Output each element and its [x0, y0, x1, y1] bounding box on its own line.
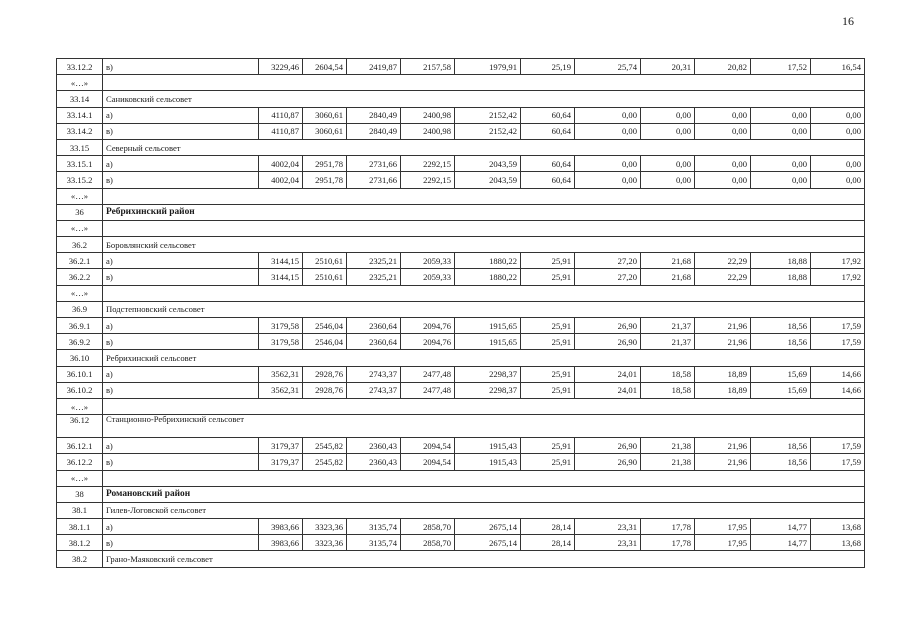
- row-code: 38.1.1: [57, 519, 103, 535]
- value-cell: 2951,78: [303, 172, 347, 188]
- settlement-name: Северный сельсовет: [103, 139, 865, 155]
- value-cell: 2545,82: [303, 438, 347, 454]
- row-code: 38.1: [57, 502, 103, 518]
- table-row: [57, 253, 865, 269]
- row-label: в): [103, 334, 259, 350]
- value-cell: 1915,65: [455, 318, 521, 334]
- value-cell: 3983,66: [259, 519, 303, 535]
- value-cell: 0,00: [641, 107, 695, 123]
- row-code: 36.9: [57, 301, 103, 317]
- row-code: «…»: [57, 470, 103, 486]
- value-cell: 2360,43: [347, 454, 401, 470]
- value-cell: 60,64: [521, 156, 575, 172]
- settlement-row: [57, 237, 865, 253]
- value-cell: 2546,04: [303, 334, 347, 350]
- table-row: [57, 454, 865, 470]
- value-cell: 21,68: [641, 253, 695, 269]
- value-cell: 3135,74: [347, 535, 401, 551]
- value-cell: 3179,37: [259, 454, 303, 470]
- empty-cell: [103, 188, 865, 204]
- row-label: в): [103, 269, 259, 285]
- value-cell: 2298,37: [455, 382, 521, 398]
- value-cell: 14,77: [751, 535, 811, 551]
- value-cell: 14,77: [751, 519, 811, 535]
- row-code: 36: [57, 204, 103, 220]
- value-cell: 3144,15: [259, 269, 303, 285]
- table-row: [57, 59, 865, 75]
- value-cell: 26,90: [575, 334, 641, 350]
- value-cell: 18,58: [641, 366, 695, 382]
- value-cell: 2292,15: [401, 172, 455, 188]
- settlement-name: Гилев-Логовской сельсовет: [103, 502, 865, 518]
- value-cell: 0,00: [695, 172, 751, 188]
- value-cell: 2059,33: [401, 269, 455, 285]
- settlement-row: [57, 350, 865, 366]
- value-cell: 20,82: [695, 59, 751, 75]
- value-cell: 25,91: [521, 454, 575, 470]
- value-cell: 16,54: [811, 59, 865, 75]
- value-cell: 2840,49: [347, 123, 401, 139]
- row-code: 33.15.1: [57, 156, 103, 172]
- value-cell: 27,20: [575, 269, 641, 285]
- district-name: Романовский район: [103, 486, 865, 502]
- settlement-row: [57, 91, 865, 107]
- value-cell: 3562,31: [259, 366, 303, 382]
- value-cell: 18,88: [751, 253, 811, 269]
- value-cell: 0,00: [575, 156, 641, 172]
- value-cell: 2510,61: [303, 269, 347, 285]
- value-cell: 25,74: [575, 59, 641, 75]
- district-name: Ребрихинский район: [103, 204, 865, 220]
- value-cell: 26,90: [575, 438, 641, 454]
- value-cell: 3179,37: [259, 438, 303, 454]
- value-cell: 27,20: [575, 253, 641, 269]
- value-cell: 2675,14: [455, 535, 521, 551]
- row-code: 36.12.2: [57, 454, 103, 470]
- value-cell: 25,91: [521, 253, 575, 269]
- settlement-row: [57, 502, 865, 518]
- value-cell: 60,64: [521, 123, 575, 139]
- value-cell: 25,91: [521, 334, 575, 350]
- row-label: в): [103, 123, 259, 139]
- value-cell: 17,95: [695, 535, 751, 551]
- settlement-name: Боровлянский сельсовет: [103, 237, 865, 253]
- value-cell: 3060,61: [303, 123, 347, 139]
- row-code: 36.12.1: [57, 438, 103, 454]
- row-code: 36.10.2: [57, 382, 103, 398]
- row-label: а): [103, 318, 259, 334]
- value-cell: 25,91: [521, 438, 575, 454]
- value-cell: 17,59: [811, 438, 865, 454]
- table-row: [57, 107, 865, 123]
- settlement-row: [57, 301, 865, 317]
- settlement-name: Саниковский сельсовет: [103, 91, 865, 107]
- row-code: 36.2: [57, 237, 103, 253]
- value-cell: 2360,43: [347, 438, 401, 454]
- row-code: «…»: [57, 220, 103, 236]
- settlement-row: [57, 139, 865, 155]
- value-cell: 4110,87: [259, 123, 303, 139]
- ellipsis-row: [57, 220, 865, 236]
- value-cell: 3135,74: [347, 519, 401, 535]
- row-code: 33.14.2: [57, 123, 103, 139]
- value-cell: 2928,76: [303, 366, 347, 382]
- value-cell: 1880,22: [455, 253, 521, 269]
- value-cell: 15,69: [751, 382, 811, 398]
- value-cell: 17,92: [811, 253, 865, 269]
- value-cell: 2360,64: [347, 334, 401, 350]
- value-cell: 2059,33: [401, 253, 455, 269]
- empty-cell: [103, 285, 865, 301]
- value-cell: 26,90: [575, 318, 641, 334]
- row-code: «…»: [57, 285, 103, 301]
- value-cell: 1915,43: [455, 454, 521, 470]
- settlement-name: Грано-Маяковский сельсовет: [103, 551, 865, 567]
- value-cell: 3983,66: [259, 535, 303, 551]
- value-cell: 21,96: [695, 318, 751, 334]
- value-cell: 2152,42: [455, 123, 521, 139]
- value-cell: 21,37: [641, 318, 695, 334]
- value-cell: 2094,54: [401, 454, 455, 470]
- value-cell: 2928,76: [303, 382, 347, 398]
- value-cell: 2546,04: [303, 318, 347, 334]
- value-cell: 18,88: [751, 269, 811, 285]
- value-cell: 2743,37: [347, 366, 401, 382]
- row-label: в): [103, 535, 259, 551]
- value-cell: 60,64: [521, 172, 575, 188]
- table-row: [57, 382, 865, 398]
- row-code: 33.14.1: [57, 107, 103, 123]
- value-cell: 23,31: [575, 519, 641, 535]
- settlement-name: Подстепновский сельсовет: [103, 301, 865, 317]
- value-cell: 13,68: [811, 535, 865, 551]
- value-cell: 25,91: [521, 382, 575, 398]
- value-cell: 2360,64: [347, 318, 401, 334]
- value-cell: 17,59: [811, 454, 865, 470]
- value-cell: 3323,36: [303, 519, 347, 535]
- table-row: [57, 519, 865, 535]
- value-cell: 0,00: [811, 123, 865, 139]
- row-code: «…»: [57, 398, 103, 414]
- value-cell: 20,31: [641, 59, 695, 75]
- value-cell: 3144,15: [259, 253, 303, 269]
- value-cell: 28,14: [521, 535, 575, 551]
- row-label: а): [103, 519, 259, 535]
- value-cell: 4002,04: [259, 156, 303, 172]
- value-cell: 2951,78: [303, 156, 347, 172]
- value-cell: 2094,54: [401, 438, 455, 454]
- value-cell: 2858,70: [401, 519, 455, 535]
- value-cell: 0,00: [695, 156, 751, 172]
- value-cell: 3562,31: [259, 382, 303, 398]
- value-cell: 1915,43: [455, 438, 521, 454]
- row-label: в): [103, 454, 259, 470]
- table-row: [57, 535, 865, 551]
- value-cell: 2298,37: [455, 366, 521, 382]
- value-cell: 2419,87: [347, 59, 401, 75]
- settlement-row: [57, 551, 865, 567]
- value-cell: 21,38: [641, 438, 695, 454]
- value-cell: 17,78: [641, 535, 695, 551]
- value-cell: 2094,76: [401, 318, 455, 334]
- row-code: 33.15.2: [57, 172, 103, 188]
- value-cell: 25,19: [521, 59, 575, 75]
- row-code: 38.2: [57, 551, 103, 567]
- value-cell: 18,56: [751, 334, 811, 350]
- value-cell: 3060,61: [303, 107, 347, 123]
- value-cell: 0,00: [641, 172, 695, 188]
- value-cell: 21,96: [695, 454, 751, 470]
- page-number: 16: [842, 14, 854, 28]
- value-cell: 28,14: [521, 519, 575, 535]
- value-cell: 0,00: [751, 156, 811, 172]
- value-cell: 23,31: [575, 535, 641, 551]
- row-code: 36.9.2: [57, 334, 103, 350]
- value-cell: 18,56: [751, 318, 811, 334]
- empty-cell: [103, 220, 865, 236]
- value-cell: 17,78: [641, 519, 695, 535]
- value-cell: 21,38: [641, 454, 695, 470]
- row-code: 36.10.1: [57, 366, 103, 382]
- row-code: 38.1.2: [57, 535, 103, 551]
- ellipsis-row: [57, 398, 865, 414]
- row-code: 36.2.2: [57, 269, 103, 285]
- value-cell: 2743,37: [347, 382, 401, 398]
- row-code: 36.2.1: [57, 253, 103, 269]
- row-label: а): [103, 366, 259, 382]
- row-code: «…»: [57, 75, 103, 91]
- value-cell: 3179,58: [259, 334, 303, 350]
- value-cell: 0,00: [575, 123, 641, 139]
- value-cell: 3229,46: [259, 59, 303, 75]
- row-label: а): [103, 253, 259, 269]
- table-row: [57, 334, 865, 350]
- value-cell: 2043,59: [455, 172, 521, 188]
- row-code: 36.10: [57, 350, 103, 366]
- value-cell: 2545,82: [303, 454, 347, 470]
- value-cell: 0,00: [811, 172, 865, 188]
- ellipsis-row: [57, 75, 865, 91]
- value-cell: 3179,58: [259, 318, 303, 334]
- value-cell: 2675,14: [455, 519, 521, 535]
- table-row: [57, 172, 865, 188]
- value-cell: 0,00: [811, 156, 865, 172]
- row-label: а): [103, 107, 259, 123]
- tariff-table: [56, 58, 865, 568]
- value-cell: 21,96: [695, 334, 751, 350]
- value-cell: 22,29: [695, 253, 751, 269]
- value-cell: 0,00: [751, 123, 811, 139]
- value-cell: 25,91: [521, 366, 575, 382]
- value-cell: 21,96: [695, 438, 751, 454]
- value-cell: 2094,76: [401, 334, 455, 350]
- row-label: в): [103, 172, 259, 188]
- value-cell: 25,91: [521, 269, 575, 285]
- table-row: [57, 366, 865, 382]
- empty-cell: [103, 75, 865, 91]
- table-row: [57, 438, 865, 454]
- value-cell: 25,91: [521, 318, 575, 334]
- value-cell: 2325,21: [347, 253, 401, 269]
- row-label: в): [103, 382, 259, 398]
- value-cell: 0,00: [641, 123, 695, 139]
- value-cell: 17,59: [811, 318, 865, 334]
- district-row: [57, 204, 865, 220]
- value-cell: 18,89: [695, 382, 751, 398]
- value-cell: 2400,98: [401, 107, 455, 123]
- value-cell: 0,00: [575, 107, 641, 123]
- value-cell: 2604,54: [303, 59, 347, 75]
- value-cell: 14,66: [811, 366, 865, 382]
- settlement-row: [57, 415, 865, 438]
- value-cell: 22,29: [695, 269, 751, 285]
- value-cell: 2400,98: [401, 123, 455, 139]
- row-code: 36.12: [57, 415, 103, 438]
- table-row: [57, 123, 865, 139]
- value-cell: 18,89: [695, 366, 751, 382]
- value-cell: 21,68: [641, 269, 695, 285]
- value-cell: 0,00: [695, 123, 751, 139]
- table-row: [57, 156, 865, 172]
- value-cell: 26,90: [575, 454, 641, 470]
- row-code: 33.12.2: [57, 59, 103, 75]
- settlement-name: Станционно-Ребрихинский сельсовет: [103, 415, 865, 438]
- settlement-name: Ребрихинский сельсовет: [103, 350, 865, 366]
- value-cell: 0,00: [751, 107, 811, 123]
- row-label: а): [103, 438, 259, 454]
- value-cell: 2477,48: [401, 366, 455, 382]
- value-cell: 1915,65: [455, 334, 521, 350]
- value-cell: 2477,48: [401, 382, 455, 398]
- value-cell: 4110,87: [259, 107, 303, 123]
- value-cell: 17,92: [811, 269, 865, 285]
- value-cell: 24,01: [575, 366, 641, 382]
- empty-cell: [103, 470, 865, 486]
- value-cell: 2152,42: [455, 107, 521, 123]
- value-cell: 17,95: [695, 519, 751, 535]
- value-cell: 2325,21: [347, 269, 401, 285]
- value-cell: 0,00: [641, 156, 695, 172]
- value-cell: 13,68: [811, 519, 865, 535]
- value-cell: 0,00: [811, 107, 865, 123]
- value-cell: 2731,66: [347, 156, 401, 172]
- value-cell: 1880,22: [455, 269, 521, 285]
- value-cell: 0,00: [695, 107, 751, 123]
- row-code: 36.9.1: [57, 318, 103, 334]
- value-cell: 2510,61: [303, 253, 347, 269]
- value-cell: 2731,66: [347, 172, 401, 188]
- value-cell: 21,37: [641, 334, 695, 350]
- value-cell: 18,58: [641, 382, 695, 398]
- value-cell: 2858,70: [401, 535, 455, 551]
- district-row: [57, 486, 865, 502]
- ellipsis-row: [57, 188, 865, 204]
- value-cell: 2292,15: [401, 156, 455, 172]
- value-cell: 14,66: [811, 382, 865, 398]
- row-code: «…»: [57, 188, 103, 204]
- empty-cell: [103, 398, 865, 414]
- value-cell: 1979,91: [455, 59, 521, 75]
- ellipsis-row: [57, 470, 865, 486]
- row-label: а): [103, 156, 259, 172]
- table-body: [57, 59, 865, 568]
- table-row: [57, 318, 865, 334]
- value-cell: 0,00: [751, 172, 811, 188]
- value-cell: 17,52: [751, 59, 811, 75]
- value-cell: 15,69: [751, 366, 811, 382]
- row-code: 33.14: [57, 91, 103, 107]
- table-row: [57, 269, 865, 285]
- row-label: в): [103, 59, 259, 75]
- value-cell: 2840,49: [347, 107, 401, 123]
- value-cell: 24,01: [575, 382, 641, 398]
- ellipsis-row: [57, 285, 865, 301]
- row-code: 33.15: [57, 139, 103, 155]
- value-cell: 60,64: [521, 107, 575, 123]
- value-cell: 2157,58: [401, 59, 455, 75]
- value-cell: 0,00: [575, 172, 641, 188]
- value-cell: 2043,59: [455, 156, 521, 172]
- value-cell: 3323,36: [303, 535, 347, 551]
- value-cell: 4002,04: [259, 172, 303, 188]
- row-code: 38: [57, 486, 103, 502]
- value-cell: 18,56: [751, 454, 811, 470]
- value-cell: 17,59: [811, 334, 865, 350]
- value-cell: 18,56: [751, 438, 811, 454]
